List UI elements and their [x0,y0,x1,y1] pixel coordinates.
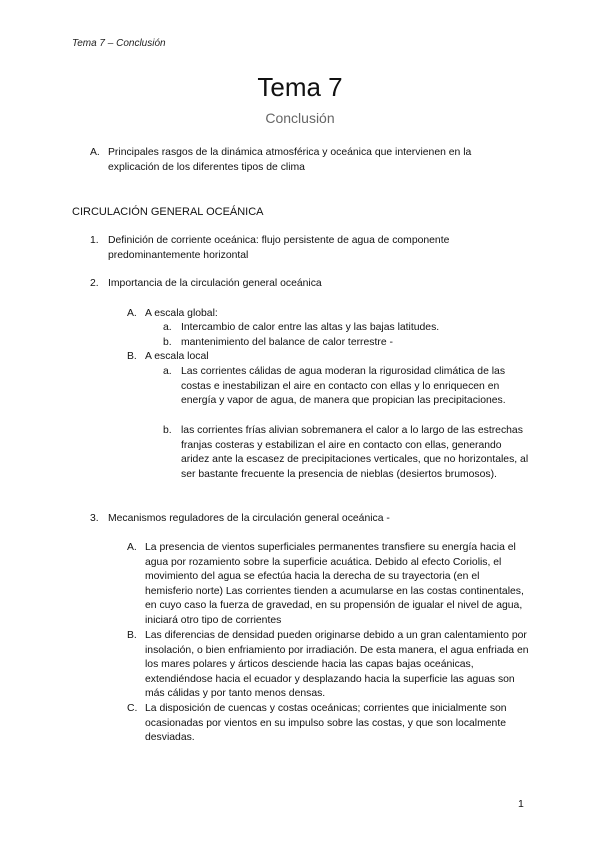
item-1-marker: 1. [90,235,99,246]
section-heading: CIRCULACIÓN GENERAL OCEÁNICA [72,206,264,218]
item-2b-a-text: Las corrientes cálidas de agua moderan la rigurosidad climática de las costas e inestabilizan el aire en contacto con ellas y lo enriquecen en energía y vapor de agua, de manera que propician las precipitaciones. [181,366,506,407]
item-3-marker: 3. [90,513,99,524]
item-2a-b-marker: b. [163,337,172,348]
item-3b-text: Las diferencias de densidad pueden originarse debido a un gran calentamiento por insolación, o bien enfriamiento por irradiación. De esta manera, el agua enfriada en los mares polares y árticos desciende hacia las capas bajas oceánicas, extendiéndose hacia el ecuador y desplazando hacia la superficie las aguas son más cálidas y por tanto menos densas. [145,630,529,700]
item-3-text: Mecanismos reguladores de la circulación general oceánica - [108,513,390,524]
intro-marker: A. [90,147,100,158]
item-3a-marker: A. [127,542,137,553]
item-3a-text: La presencia de vientos superficiales permanentes transfiere su energía hacia el agua por rozamiento sobre la superficie acuática. Debido al efecto Coriolis, el movimiento del agua se efectúa hacia la derecha de su trayectoria (en el hemisferio norte) Las corrientes tienden a acumularse en las costas continentales, en cuyo caso la fuerza de gravedad, en su propensión de igualar el nivel de agua, iniciará otro tipo de corrientes [145,542,524,626]
item-2a-marker: A. [127,308,137,319]
item-2a-b-text: mantenimiento del balance de calor terrestre - [181,337,393,348]
page-number: 1 [518,798,524,810]
item-2a-text: A escala global: [145,308,218,319]
item-2b-text: A escala local [145,351,209,362]
item-2-marker: 2. [90,278,99,289]
item-2a-a-marker: a. [163,322,172,333]
page-subtitle: Conclusión [265,110,335,126]
item-2-text: Importancia de la circulación general oceánica [108,278,322,289]
item-3b-marker: B. [127,630,137,641]
item-2b-b-text: las corrientes frías alivian sobremanera el calor a lo largo de las estrechas franjas costeras y estabilizan el aire en contacto con ellas, generando aridez ante la escasez de precipitaciones verticales, que no horizontales, al ser bastante frecuente la presencia de nieblas (desiertos brumosos). [181,425,529,480]
item-3c-marker: C. [127,703,138,714]
running-header: Tema 7 – Conclusión [72,38,166,49]
item-2b-b-marker: b. [163,425,172,436]
intro-text: Principales rasgos de la dinámica atmosférica y oceánica que intervienen en la explicación de los diferentes tipos de clima [108,147,472,173]
page-title: Tema 7 [257,72,343,102]
item-3c-text: La disposición de cuencas y costas oceánicas; corrientes que inicialmente son ocasionadas por vientos en su impulso sobre las costas, y que son localmente desviadas. [145,703,507,744]
item-2a-a-text: Intercambio de calor entre las altas y las bajas latitudes. [181,322,440,333]
item-2b-marker: B. [127,351,137,362]
item-2b-a-marker: a. [163,366,172,377]
item-1-text: Definición de corriente oceánica: flujo persistente de agua de componente predominantemente horizontal [108,235,450,261]
